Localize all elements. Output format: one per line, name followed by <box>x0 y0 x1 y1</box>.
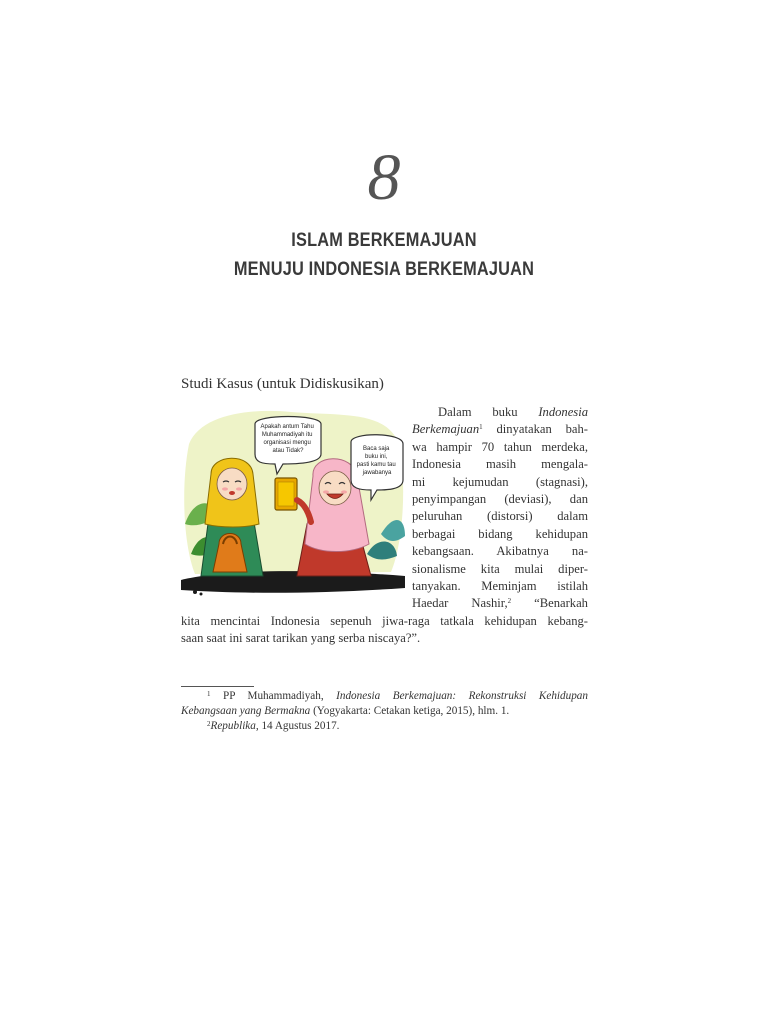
paragraph-narrow-column <box>412 404 588 613</box>
bubble-left-line-2: Muhammadiyah itu <box>261 432 313 438</box>
bubble-right-line-2: buku ini, <box>364 454 388 460</box>
chapter-number: 8 <box>367 141 401 214</box>
paragraph-line: wa hampir 70 tahun merdeka, <box>412 439 588 454</box>
chapter-title-line-2: MENUJU INDONESIA BERKEMAJUAN <box>233 259 535 280</box>
paragraph-line: Indonesia masih mengala- <box>412 457 588 472</box>
paragraph-line: Dalam buku Indonesia <box>438 405 588 419</box>
cartoon-illustration <box>181 404 405 597</box>
bubble-right-line-4: jawabanya <box>362 470 392 476</box>
paragraph-line: mi kejumudan (stagnasi), <box>412 474 588 489</box>
footnotes <box>181 689 588 734</box>
paragraph-line: kita mencintai Indonesia sepenuh jiwa-raga tatkala kehidupan kebang- <box>181 614 588 628</box>
bubble-left-line-1: Apakah antum Tahu <box>260 424 314 430</box>
paragraph-line: kebangsaan. Akibatnya na- <box>412 544 588 559</box>
section-heading: Studi Kasus (untuk Didiskusikan) <box>181 376 384 392</box>
paragraph-line: Berkemajuan$^1$ dinyatakan bah- <box>412 422 588 437</box>
paragraph-line: tanyakan. Meminjam istilah <box>412 578 588 593</box>
paragraph-line: penyimpangan (deviasi), dan <box>412 491 588 506</box>
paragraph-full-width <box>181 613 588 648</box>
paragraph-line: saan saat ini sarat tarikan yang serba niscaya?”. <box>181 631 421 646</box>
left-woman-face <box>217 468 247 500</box>
bubble-right-line-1: Baca saja <box>362 446 390 452</box>
footnote-2: $^2$Republika, 14 Agustus 2017. <box>207 720 340 732</box>
paragraph-line: peluruhan (distorsi) dalam <box>412 509 588 524</box>
paragraph-line: berbagai bidang kehidupan <box>412 526 588 541</box>
footnote-divider <box>181 686 254 687</box>
footnote-1-line-1: $^1$ PP Muhammadiyah, Indonesia Berkemajuan: Rekonstruksi Kehidupan <box>207 690 588 702</box>
bubble-left-line-3: organisasi mengu <box>263 440 311 446</box>
chapter-title-line-1: ISLAM BERKEMAJUAN <box>291 230 477 251</box>
bubble-left-line-4: atau Tidak? <box>272 448 304 454</box>
right-woman-face <box>319 471 351 505</box>
paragraph-line: Haedar Nashir,$^2$ “Benarkah <box>412 596 588 611</box>
footnote-1-line-2: Kebangsaan yang Bermakna (Yogyakarta: Cetakan ketiga, 2015), hlm. 1. <box>181 705 510 717</box>
chapter-title <box>54 226 714 284</box>
paragraph-line: sionalisme kita mulai diper- <box>412 561 588 576</box>
bubble-right-line-3: pasti kamu tau <box>356 462 396 468</box>
